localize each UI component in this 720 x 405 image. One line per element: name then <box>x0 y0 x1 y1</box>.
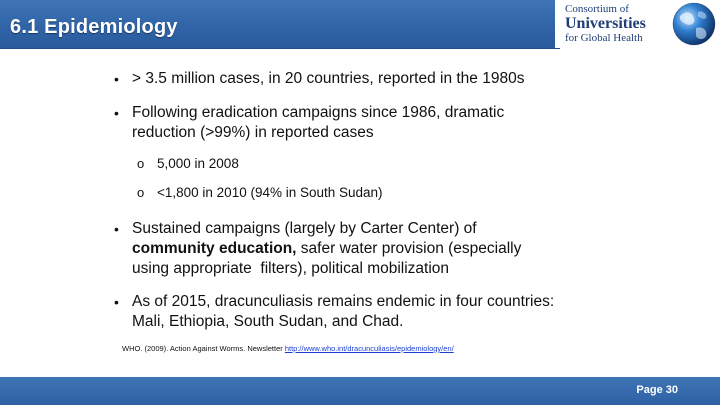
footer-bar <box>0 377 720 405</box>
sub-bullet-item <box>137 155 239 173</box>
bullet-dot: • <box>114 221 119 237</box>
bullet-line: Mali, Ethiopia, South Sudan, and Chad. <box>132 313 404 330</box>
citation-text: WHO. (2009). Action Against Worms. Newsletter <box>122 344 285 353</box>
bullet-line: using appropriate filters), political mobilization <box>132 260 450 277</box>
bullet-text: > 3.5 million cases, in 20 countries, reported in the 1980s <box>132 70 525 87</box>
bullet-item <box>114 69 525 89</box>
logo-line-1: Consortium of <box>565 3 629 15</box>
bullet-line: As of 2015, dracunculiasis remains endemic in four countries: <box>132 293 555 310</box>
bullet-dot: • <box>114 105 119 121</box>
bullet-line: Following eradication campaigns since 1986, dramatic <box>132 104 505 121</box>
sub-bullet-marker: o <box>137 185 145 200</box>
page-number: Page 30 <box>636 384 678 396</box>
bullet-item <box>114 219 522 279</box>
citation <box>122 344 454 353</box>
bullet-item <box>114 292 555 332</box>
logo-line-3: for Global Health <box>565 32 643 44</box>
citation-link[interactable]: http://www.who.int/dracunculiasis/epidemiology/en/ <box>284 344 454 353</box>
bullet-line <box>132 239 521 259</box>
bullet-dot: • <box>114 294 119 310</box>
bullet-line: Sustained campaigns (largely by Carter Center) of <box>132 220 477 237</box>
slide-title: 6.1 Epidemiology <box>10 16 178 38</box>
bullet-line: reduction (>99%) in reported cases <box>132 124 374 141</box>
bullet-dot: • <box>114 71 119 87</box>
bullet-line-rest: safer water provision (especially <box>296 240 522 257</box>
sub-bullet-marker: o <box>137 156 145 171</box>
sub-bullet-item <box>137 184 383 202</box>
sub-bullet-text: 5,000 in 2008 <box>157 156 239 171</box>
bullet-item <box>114 103 505 143</box>
sub-bullet-text: <1,800 in 2010 (94% in South Sudan) <box>157 185 383 200</box>
logo-line-2: Universities <box>565 15 646 32</box>
bold-phrase: community education, <box>132 240 297 257</box>
